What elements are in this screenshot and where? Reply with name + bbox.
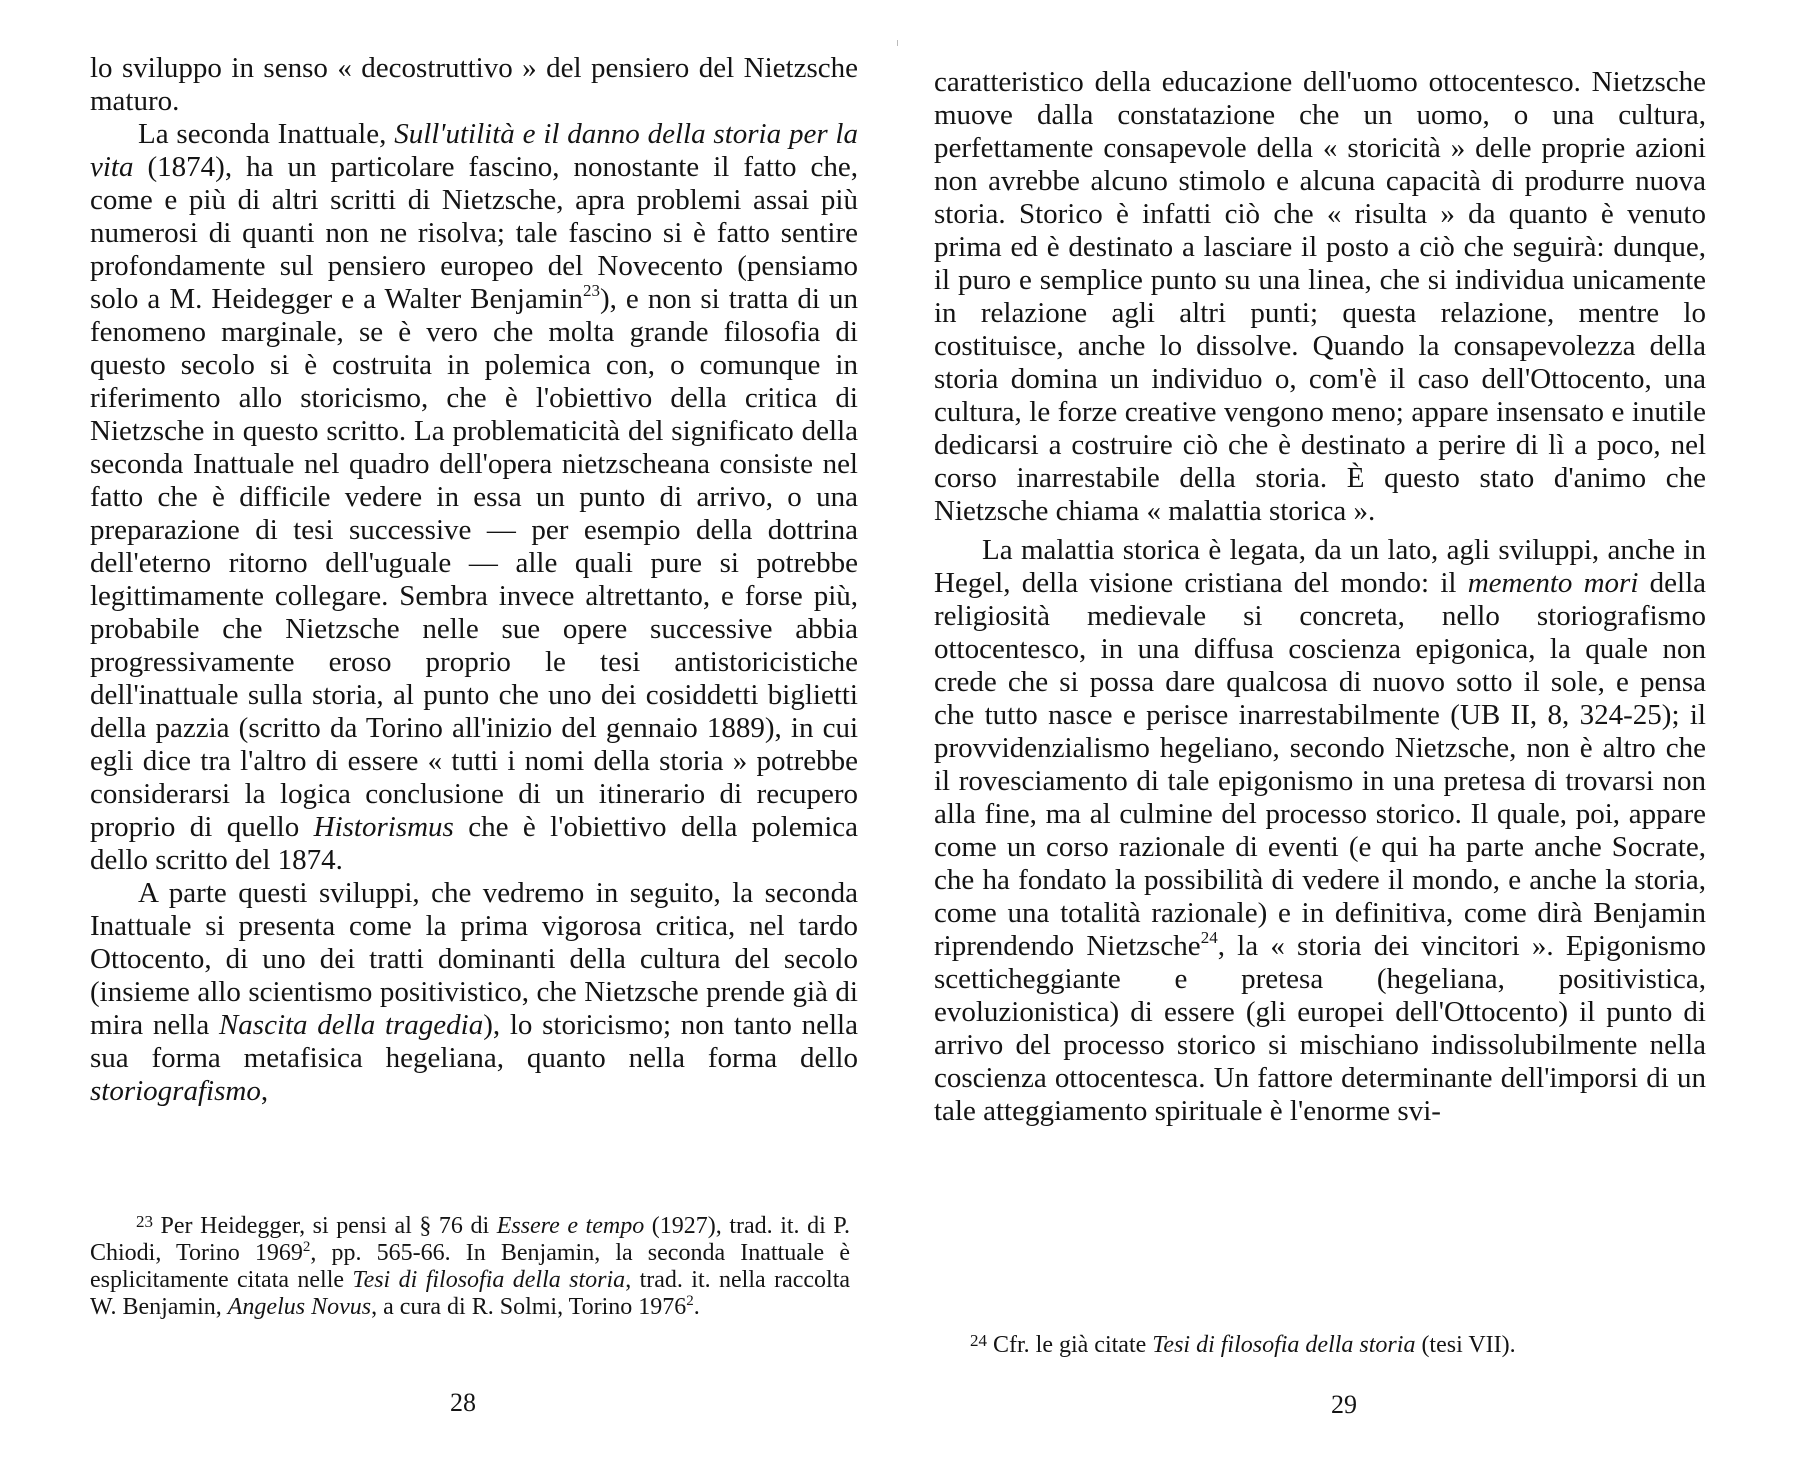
memento-mori-term: memento mori [1467, 567, 1639, 599]
footnote-number: 24 [970, 1331, 987, 1350]
edition-sup: 2 [686, 1293, 694, 1309]
book-title: Sull'utilità e il danno della storia per la vita [90, 118, 858, 183]
footnote-ref-23[interactable]: 23 [582, 281, 600, 300]
book-title-angelus: Angelus Novus [227, 1294, 372, 1320]
page-number-left: 28 [450, 1388, 476, 1417]
right-page [898, 0, 1796, 1475]
left-page-body [90, 52, 858, 1108]
footnote-23: $^{23}$ Per Heidegger, si pensi al § 76 di Essere e tempo (1927), trad. it. di P. Chiodi, Torino 1969$^2$, pp. 565-66. In Benjamin, la seconda Inattuale è esplicitamente citata nelle Tesi di filosofia della storia, trad. it. nella raccolta W. Benjamin, Angelus Novus, a cura di R. Solmi, Torino 1976$^2$. [90, 1212, 851, 1320]
page-number-right: 29 [1331, 1390, 1357, 1419]
paragraph-critique: A parte questi sviluppi, che vedremo in seguito, la seconda Inattuale si presenta come la prima vigorosa critica, nel tardo Ottocento, di uno dei tratti dominanti della cultura del secolo (insieme allo scientismo positivistico, che Nietzsche prende già di mira nella Nascita della tragedia), lo storicismo; non tanto nella sua forma metafisica hegeliana, quanto nella forma dello storiografismo, [90, 877, 858, 1107]
book-title-essere: Essere e tempo [496, 1213, 645, 1239]
book-title-tesi: Tesi di filosofia della storia [352, 1267, 626, 1293]
paragraph-historical-illness: La malattia storica è legata, da un lato, agli sviluppi, anche in Hegel, della visione cristiana del mondo: il memento mori della religiosità medievale si concreta, nello storiografismo ottocentesco, in una diffusa coscienza epigonica, la quale non crede che si possa dare qualcosa di nuovo sotto il sole, e pensa che tutto nasce e perisce inarrestabilmente (UB II, 8, 324-25); il provvidenzialismo hegeliano, secondo Nietzsche, non è altro che il rovesciamento di tale epigonismo in una pretesa di trovarsi non alla fine, ma al culmine del processo storico. Il quale, poi, appare come un corso razionale di eventi (e qui ha parte anche Socrate, che ha fondato la possibilità di vedere il mondo, e anche la storia, come una totalità razionale) e in definitiva, come dirà Benjamin riprendendo Nietzsche$^{24}$, la « storia dei vincitori ». Epigonismo scetticheggiante e pretesa (hegeliana, positivistica, evoluzionistica) di essere (gli europei dell'Ottocento) il punto di arrivo del processo storico si mischiano indissolubilmente nella coscienza ottocentesca. Un fattore determinante dell'imporsi di un tale atteggiamento spirituale è l'enorme svi- [934, 534, 1707, 1127]
right-footnotes [970, 1327, 1730, 1359]
paragraph-continuation: caratteristico della educazione dell'uomo ottocentesco. Nietzsche muove dalla constatazione che un uomo, o una cultura, perfettamente consapevole della « storicità » delle proprie azioni non avrebbe alcuno stimolo e alcuna capacità di produrre nuova storia. Storico è infatti ciò che « risulta » da quanto è venuto prima ed è destinato a lasciare il posto a ciò che seguirà: dunque, il puro e semplice punto su una linea, che si individua unicamente in relazione agli altri punti; questa relazione, mentre lo costituisce, anche lo dissolve. Quando la consapevolezza della storia domina un individuo o, com'è il caso dell'Ottocento, una cultura, le forze creative vengono meno; appare insensato e inutile dedicarsi a costruire ciò che è destinato a perire di lì a poco, nel corso inarrestabile della storia. È questo stato d'animo che Nietzsche chiama « malattia storica ». [934, 66, 1706, 527]
paragraph-second-untimely: La seconda Inattuale, Sull'utilità e il danno della storia per la vita (1874), ha un particolare fascino, nonostante il fatto che, come e più di altri scritti di Nietzsche, apra problemi assai più numerosi di quanti non ne risolva; tale fascino si è fatto sentire profondamente sul pensiero europeo del Novecento (pensiamo solo a M. Heidegger e a Walter Benjamin$^{23}$), e non si tratta di un fenomeno marginale, se è vero che molta grande filosofia di questo secolo si è costruita in polemica con, o comunque in riferimento allo storicismo, che è l'obiettivo della critica di Nietzsche in questo scritto. La problematicità del significato della seconda Inattuale nel quadro dell'opera nietzscheana consiste nel fatto che è difficile vedere in essa un punto di arrivo, o una preparazione di tesi successive — per esempio della dottrina dell'eterno ritorno dell'uguale — alle quali pure si potrebbe legittimamente collegare. Sembra invece altrettanto, e forse più, probabile che Nietzsche nelle sue opere successive abbia progressivamente eroso proprio le tesi antistoricistiche dell'inattuale sulla storia, al punto che uno dei cosiddetti biglietti della pazzia (scritto da Torino all'inizio del gennaio 1889), in cui egli dice tra l'altro di essere « tutti i nomi della storia » potrebbe considerarsi la logica conclusione di un itinerario di recupero proprio di quello Historismus che è l'obiettivo della polemica dello scritto del 1874. [90, 118, 859, 876]
historismus-term: Historismus [313, 811, 454, 843]
book-title-tesi: Tesi di filosofia della storia [1152, 1332, 1416, 1358]
footnote-ref-24[interactable]: 24 [1200, 928, 1218, 947]
footnote-24: $^{24}$ Cfr. le già citate Tesi di filosofia della storia (tesi VII). [970, 1331, 1516, 1358]
edition-sup: 2 [302, 1239, 311, 1255]
paragraph-continuation: lo sviluppo in senso « decostruttivo » del pensiero del Nietzsche maturo. [90, 52, 858, 117]
storiografismo-term: storiografismo [90, 1075, 261, 1107]
right-page-body [934, 66, 1706, 1128]
book-title-nascita: Nascita della tragedia [218, 1009, 484, 1041]
footnote-number: 23 [136, 1212, 153, 1231]
left-footnotes [90, 1208, 850, 1321]
